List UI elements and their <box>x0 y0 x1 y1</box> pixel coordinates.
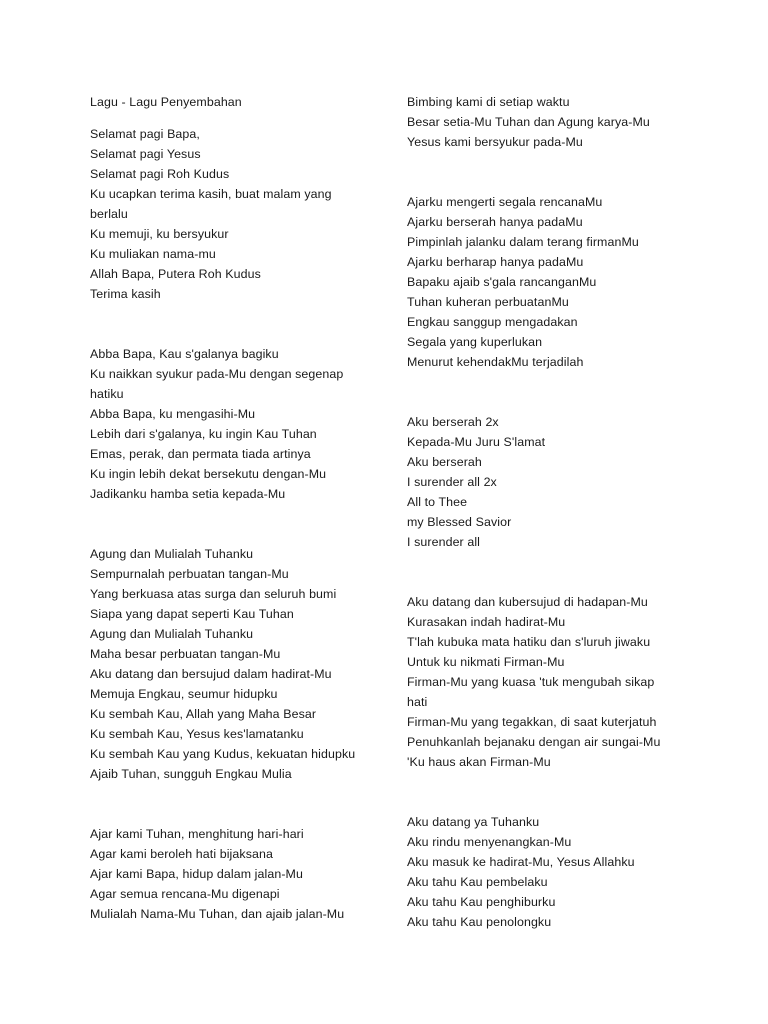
lyric-line: Yesus kami bersyukur pada-Mu <box>407 135 583 149</box>
lyric-line: Agung dan Mulialah Tuhanku <box>90 547 254 561</box>
stanza <box>90 544 375 784</box>
lyric-line: Engkau sanggup mengadakan <box>407 315 578 329</box>
lyric-line: 'Ku haus akan Firman-Mu <box>407 755 551 769</box>
lyric-line: Yang berkuasa atas surga dan seluruh bumi <box>90 587 337 601</box>
lyric-line: Aku tahu Kau penghiburku <box>407 895 556 909</box>
lyric-line: Ajarku berserah hanya padaMu <box>407 215 583 229</box>
lyric-line: Aku datang dan kubersujud di hadapan-Mu <box>407 595 648 609</box>
lyric-line: Aku masuk ke hadirat-Mu, Yesus Allahku <box>407 855 635 869</box>
lyric-line: Segala yang kuperlukan <box>407 335 543 349</box>
lyric-line: Memuja Engkau, seumur hidupku <box>90 687 278 701</box>
lyric-line: Ku sembah Kau yang Kudus, kekuatan hidupku <box>90 747 356 761</box>
document-title: Lagu - Lagu Penyembahan <box>90 95 242 109</box>
lyric-line: I surender all 2x <box>407 475 497 489</box>
stanza <box>407 812 707 932</box>
lyric-line: Ajaib Tuhan, sungguh Engkau Mulia <box>90 767 292 781</box>
lyric-line: berlalu <box>90 207 128 221</box>
lyric-line: Ajar kami Bapa, hidup dalam jalan-Mu <box>90 867 303 881</box>
lyric-line: Ajar kami Tuhan, menghitung hari-hari <box>90 827 304 841</box>
lyric-line: Ku naikkan syukur pada-Mu dengan segenap <box>90 367 344 381</box>
stanza <box>407 412 707 552</box>
lyric-line: Ku memuji, ku bersyukur <box>90 227 229 241</box>
lyric-line: Bapaku ajaib s'gala rancanganMu <box>407 275 597 289</box>
lyric-line: Emas, perak, dan permata tiada artinya <box>90 447 311 461</box>
stanza <box>90 344 375 504</box>
lyric-line: Siapa yang dapat seperti Kau Tuhan <box>90 607 294 621</box>
lyric-line: Selamat pagi Bapa, <box>90 127 200 141</box>
lyric-line: Aku tahu Kau penolongku <box>407 915 552 929</box>
lyric-line: Kurasakan indah hadirat-Mu <box>407 615 566 629</box>
lyric-line: Aku rindu menyenangkan-Mu <box>407 835 572 849</box>
lyric-line: Firman-Mu yang kuasa 'tuk mengubah sikap <box>407 675 655 689</box>
stanza <box>90 824 375 924</box>
lyric-line: Aku datang ya Tuhanku <box>407 815 540 829</box>
lyric-line: All to Thee <box>407 495 468 509</box>
lyric-line: Aku berserah <box>407 455 482 469</box>
lyric-line: Ku muliakan nama-mu <box>90 247 216 261</box>
lyric-line: Agar semua rencana-Mu digenapi <box>90 887 280 901</box>
lyric-line: Sempurnalah perbuatan tangan-Mu <box>90 567 289 581</box>
right-column <box>407 92 707 972</box>
lyric-line: hatiku <box>90 387 124 401</box>
lyric-line: T'lah kubuka mata hatiku dan s'luruh jiwaku <box>407 635 651 649</box>
lyric-line: Agung dan Mulialah Tuhanku <box>90 627 254 641</box>
left-stanzas <box>90 124 375 924</box>
lyric-line: Ku ucapkan terima kasih, buat malam yang <box>90 187 332 201</box>
left-column <box>90 92 375 964</box>
lyric-line: Maha besar perbuatan tangan-Mu <box>90 647 281 661</box>
stanza <box>407 92 707 152</box>
lyric-line: Ku sembah Kau, Allah yang Maha Besar <box>90 707 317 721</box>
stanza <box>407 592 707 772</box>
lyric-line: Ku ingin lebih dekat bersekutu dengan-Mu <box>90 467 327 481</box>
lyric-line: Penuhkanlah bejanaku dengan air sungai-Mu <box>407 735 661 749</box>
lyric-line: Ajarku berharap hanya padaMu <box>407 255 584 269</box>
lyric-line: Ku sembah Kau, Yesus kes'lamatanku <box>90 727 304 741</box>
lyric-line: Bimbing kami di setiap waktu <box>407 95 570 109</box>
lyric-line: Aku berserah 2x <box>407 415 499 429</box>
lyric-line: Tuhan kuheran perbuatanMu <box>407 295 569 309</box>
lyric-line: Abba Bapa, ku mengasihi-Mu <box>90 407 256 421</box>
lyric-line: Jadikanku hamba setia kepada-Mu <box>90 487 286 501</box>
lyric-line: Aku datang dan bersujud dalam hadirat-Mu <box>90 667 332 681</box>
stanza <box>407 192 707 372</box>
lyric-line: I surender all <box>407 535 481 549</box>
lyric-line: Terima kasih <box>90 287 161 301</box>
lyric-line: Mulialah Nama-Mu Tuhan, dan ajaib jalan-Mu <box>90 907 345 921</box>
lyric-line: Besar setia-Mu Tuhan dan Agung karya-Mu <box>407 115 650 129</box>
lyric-line: Pimpinlah jalanku dalam terang firmanMu <box>407 235 639 249</box>
lyric-line: Menurut kehendakMu terjadilah <box>407 355 584 369</box>
lyric-line: Selamat pagi Yesus <box>90 147 201 161</box>
lyric-line: Firman-Mu yang tegakkan, di saat kuterjatuh <box>407 715 657 729</box>
lyric-line: Agar kami beroleh hati bijaksana <box>90 847 273 861</box>
lyric-line: Aku tahu Kau pembelaku <box>407 875 548 889</box>
lyric-line: Abba Bapa, Kau s'galanya bagiku <box>90 347 279 361</box>
right-stanzas <box>407 92 707 932</box>
lyric-line: hati <box>407 695 428 709</box>
lyric-line: Untuk ku nikmati Firman-Mu <box>407 655 565 669</box>
lyric-line: Lebih dari s'galanya, ku ingin Kau Tuhan <box>90 427 317 441</box>
stanza <box>90 124 375 304</box>
lyric-line: Ajarku mengerti segala rencanaMu <box>407 195 603 209</box>
lyric-line: Allah Bapa, Putera Roh Kudus <box>90 267 261 281</box>
lyric-line: Selamat pagi Roh Kudus <box>90 167 230 181</box>
lyric-line: my Blessed Savior <box>407 515 512 529</box>
lyric-line: Kepada-Mu Juru S'lamat <box>407 435 546 449</box>
